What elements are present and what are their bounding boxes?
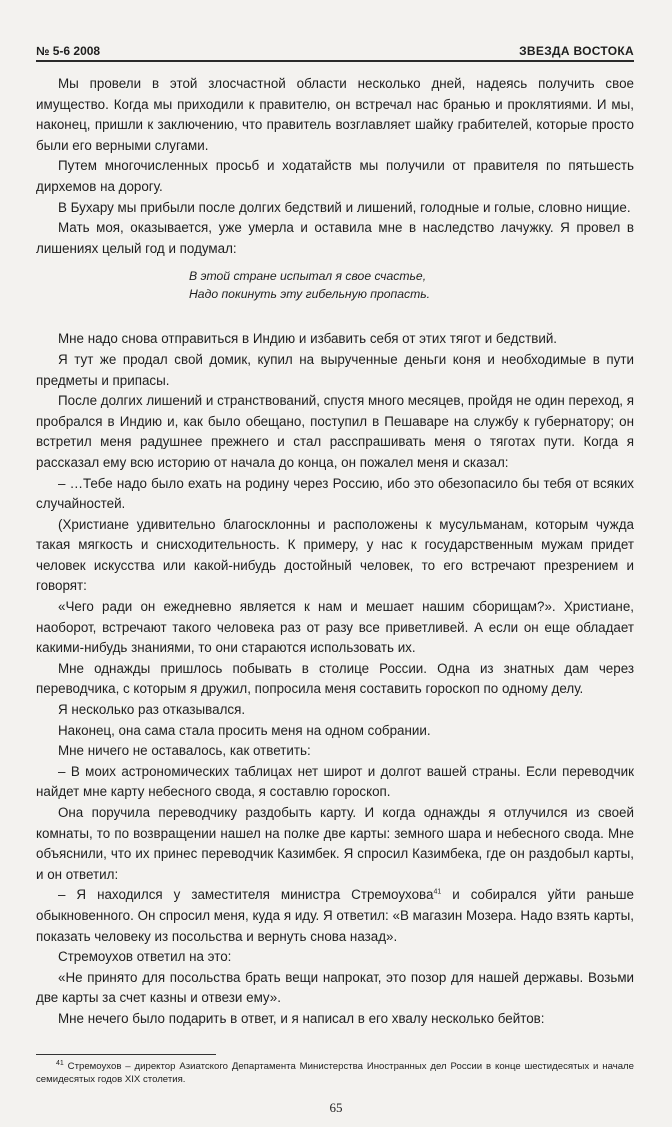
paragraph: После долгих лишений и странствований, спустя много месяцев, пройдя не один переход, я пробрался в Индию и, как было обещано, поступил в Пешаваре на службу к губернатору; он встретил меня радушнее прежнего и стал расспрашивать меня о тяготах пути. Когда я рассказал ему всю историю от начала до конца, он пожалел меня и сказал: [36, 393, 634, 470]
footnote-reference[interactable]: 41 [433, 888, 442, 896]
paragraph: Мне надо снова отправиться в Индию и избавить себя от этих тягот и бедствий. [58, 331, 558, 347]
paragraph-text: и собирался уйти раньше обыкновенного. Он спросил меня, куда я иду. Я ответил: «В магазин Мозера. Надо взять карты, показать человеку из посольства и вернуть снова назад». [36, 887, 634, 944]
running-header [36, 42, 634, 62]
main-text [36, 74, 634, 1030]
paragraph: «Не принято для посольства брать вещи напрокат, это позор для нашей державы. Возьми две карты за счет казны и отвези ему». [36, 969, 634, 1006]
paragraph: Мне нечего было подарить в ответ, и я написал в его хвалу несколько бейтов: [58, 1010, 545, 1026]
paragraph: Она поручила переводчику раздобыть карту. И когда однажды я отлучился из своей комнаты, то по возвращении нашел на полке две карты: земного шара и небесного свода. Мне объяснили, что их принес переводчик Казимбек. Я спросил Казимбека, где он раздобыл карты, и он ответил: [36, 805, 634, 882]
footnote-divider [36, 1054, 216, 1055]
paragraph: (Христиане удивительно благосклонны и расположены к мусульманам, которым чужда такая мягкость и снисходительность. К примеру, у нас к государственным мужам придет человек искусства или какой-нибудь достойный человек, то его встречают презрением и говорят: [36, 516, 634, 594]
paragraph: Наконец, она сама стала просить меня на одном собрании. [58, 722, 431, 738]
footnote [36, 1060, 634, 1086]
paragraph: – В моих астрономических таблицах нет широт и долгот вашей страны. Если переводчик найдет мне карту небесного свода, я составлю гороскоп. [36, 763, 634, 800]
paragraph: Стремоухов ответил на это: [58, 949, 232, 965]
paragraph: – …Тебе надо было ехать на родину через Россию, ибо это обезопасило бы тебя от всяких случайностей. [36, 475, 634, 512]
paragraph-with-footnote-ref [36, 885, 634, 947]
paragraph: Путем многочисленных просьб и ходатайств мы получили от правителя по пятьшесть дирхемов на дорогу. [36, 158, 634, 194]
paragraph: «Чего ради он ежедневно является к нам и мешает нашим сборищам?». Христиане, наоборот, встречают такого человека раз от разу все приветливей. А если он еще обладает какими-нибудь знаниями, то они стараются использовать их. [36, 599, 634, 656]
paragraph: Мать моя, оказывается, уже умерла и оставила мне в наследство лачужку. Я провел в лишениях целый год и подумал: [36, 220, 634, 256]
paragraph: Мне однажды пришлось побывать в столице России. Одна из знатных дам через переводчика, с которым я дружил, попросила меня составить гороскоп по одному делу. [36, 660, 634, 697]
verse-quote [36, 267, 634, 303]
paragraph: Мы провели в этой злосчастной области несколько дней, надеясь получить свое имущество. Когда мы приходили к правителю, он встречал нас бранью и проклятиями. И мы, наконец, пришли к заключению, что правитель возглавляет шайку грабителей, которые просто были его верными слугами. [36, 76, 634, 153]
verse-line: Надо покинуть эту гибельную пропасть. [189, 287, 431, 302]
verse-line: В этой стране испытал я свое счастье, [189, 269, 427, 284]
paragraph: Мне ничего не оставалось, как ответить: [58, 743, 311, 759]
paragraph: Я тут же продал свой домик, купил на вырученные деньги коня и необходимые в пути предметы и припасы. [36, 351, 634, 388]
journal-title: ЗВЕЗДА ВОСТОКА [519, 44, 634, 58]
footnote-number: 41 [56, 1059, 64, 1067]
paragraph-text: – Я находился у заместителя министра Стремоухова [58, 887, 434, 903]
issue-number: № 5-6 2008 [36, 44, 101, 58]
page-number: 65 [329, 1100, 343, 1115]
paragraph: Я несколько раз отказывался. [58, 702, 246, 718]
footnote-text: Стремоухов – директор Азиатского Департамента Министерства Иностранных дел России в конце шестидесятых и начале семидесятых годов XIX столетия. [36, 1061, 634, 1085]
paragraph: В Бухару мы прибыли после долгих бедствий и лишений, голодные и голые, словно нищие. [58, 199, 631, 215]
